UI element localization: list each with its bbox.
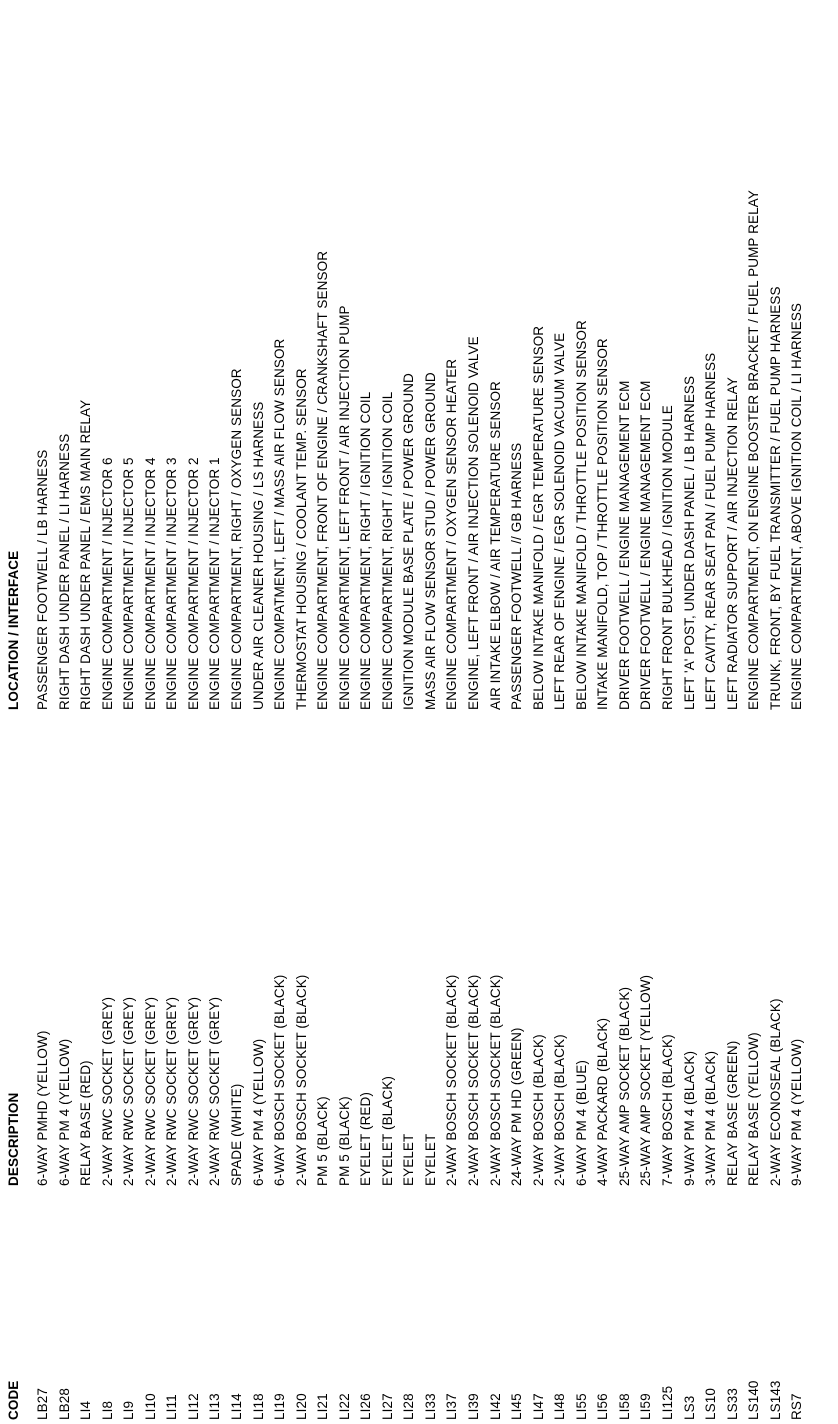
table-row xyxy=(658,0,678,1424)
description-cell: 2-WAY RWC SOCKET (GREY) xyxy=(142,996,158,1186)
location-cell: RIGHT DASH UNDER PANEL / LI HARNESS xyxy=(56,433,72,710)
code-cell: LI55 xyxy=(573,1393,589,1420)
code-cell: LI10 xyxy=(142,1393,158,1420)
description-cell: 6-WAY PM 4 (YELLOW) xyxy=(56,1038,72,1186)
code-cell: LI47 xyxy=(530,1393,546,1420)
table-row xyxy=(550,0,570,1424)
location-cell: ENGINE COMPARTMENT, RIGHT / IGNITION COIL xyxy=(358,391,374,710)
description-cell: EYELET xyxy=(401,1133,417,1186)
description-cell: 2-WAY BOSCH (BLACK) xyxy=(530,1034,546,1186)
location-cell: ENGINE COMPARTMENT, ABOVE IGNITION COIL / LI HARNESS xyxy=(789,302,805,710)
code-cell: LI21 xyxy=(315,1393,331,1420)
code-cell: LI11 xyxy=(164,1394,180,1420)
location-cell: PASSENGER FOOTWELL // GB HARNESS xyxy=(509,442,525,710)
code-cell: LI45 xyxy=(509,1393,525,1420)
code-cell: LI22 xyxy=(336,1393,352,1420)
table-row xyxy=(723,0,743,1424)
description-cell: 6-WAY PMHD (YELLOW) xyxy=(35,1030,50,1186)
location-cell: LEFT CAVITY, REAR SEAT PAN / FUEL PUMP HARNESS xyxy=(703,352,719,710)
description-cell: 25-WAY AMP SOCKET (BLACK) xyxy=(616,986,632,1186)
table-row xyxy=(119,0,139,1424)
code-cell: LI8 xyxy=(99,1400,115,1420)
location-cell: TRUNK, FRONT, BY FUEL TRANSMITTER / FUEL PUMP HARNESS xyxy=(767,286,783,710)
code-cell: LI13 xyxy=(207,1393,223,1420)
description-cell: 2-WAY RWC SOCKET (GREY) xyxy=(185,996,201,1186)
description-cell: 2-WAY ECONOSEAL (BLACK) xyxy=(767,998,783,1186)
description-cell: 2-WAY RWC SOCKET (GREY) xyxy=(164,996,180,1186)
table-row xyxy=(162,0,182,1424)
description-cell: 3-WAY PM 4 (BLACK) xyxy=(703,1050,719,1186)
code-cell: LI39 xyxy=(466,1393,481,1420)
code-cell: LI14 xyxy=(228,1393,244,1420)
table-row xyxy=(313,0,333,1424)
description-cell: 25-WAY AMP SOCKET (YELLOW) xyxy=(638,974,654,1186)
location-cell: ENGINE COMPARTMENT, LEFT FRONT / AIR INJECTION PUMP xyxy=(336,305,352,710)
description-cell: 2-WAY BOSCH SOCKET (BLACK) xyxy=(487,974,503,1186)
table-row xyxy=(615,0,635,1424)
location-cell: ENGINE, LEFT FRONT / AIR INJECTION SOLENOID VALVE xyxy=(466,336,481,710)
table-row xyxy=(572,0,592,1424)
location-cell: DRIVER FOOTWELL / ENGINE MANAGEMENT ECM xyxy=(616,380,632,710)
location-cell: ENGINE COMPARTMENT / INJECTOR 6 xyxy=(99,457,115,710)
table-row xyxy=(141,0,161,1424)
description-cell: EYELET xyxy=(422,1133,438,1186)
description-cell: 2-WAY BOSCH (BLACK) xyxy=(552,1034,568,1186)
location-cell: ENGINE COMPARTMENT, RIGHT / IGNITION COIL xyxy=(379,391,395,710)
location-cell: DRIVER FOOTWELL / ENGINE MANAGEMENT ECM xyxy=(638,380,654,710)
location-cell: IGNITION MODULE BASE PLATE / POWER GROUND xyxy=(401,373,417,710)
code-cell: LI20 xyxy=(293,1393,309,1420)
table-row xyxy=(507,0,527,1424)
table-row xyxy=(636,0,656,1424)
location-cell: RIGHT FRONT BULKHEAD / IGNITION MODULE xyxy=(659,405,675,710)
description-cell: 9-WAY PM 4 (YELLOW) xyxy=(789,1038,805,1186)
table-row xyxy=(766,0,786,1424)
code-cell: LI56 xyxy=(595,1393,611,1420)
description-cell: RELAY BASE (GREEN) xyxy=(724,1040,740,1186)
table-row xyxy=(184,0,204,1424)
description-cell: PM 5 (BLACK) xyxy=(336,1096,352,1186)
code-cell: LI58 xyxy=(616,1393,632,1420)
location-cell: BELOW INTAKE MANIFOLD / EGR TEMPERATURE SENSOR xyxy=(530,325,546,710)
table-row xyxy=(205,0,225,1424)
description-cell: 7-WAY BOSCH (BLACK) xyxy=(659,1034,675,1186)
code-cell: LI4 xyxy=(78,1400,94,1420)
code-cell: LS3 xyxy=(681,1395,697,1420)
header-location: LOCATION / INTERFACE xyxy=(6,550,21,710)
description-cell: SPADE (WHITE) xyxy=(228,1083,244,1186)
table-row xyxy=(464,0,484,1424)
location-cell: LEFT REAR OF ENGINE / EGR SOLENOID VACUUM VALVE xyxy=(552,332,568,710)
code-cell: LI33 xyxy=(422,1393,438,1420)
table-row xyxy=(399,0,419,1424)
table-row xyxy=(335,0,355,1424)
description-cell: 2-WAY BOSCH SOCKET (BLACK) xyxy=(444,974,460,1186)
table-row xyxy=(33,0,53,1424)
table-row xyxy=(680,0,700,1424)
location-cell: RIGHT DASH UNDER PANEL / EMS MAIN RELAY xyxy=(78,399,94,710)
code-cell: LS143 xyxy=(767,1380,783,1420)
code-cell: LI28 xyxy=(401,1393,417,1420)
location-cell: THERMOSTAT HOUSING / COOLANT TEMP. SENSOR xyxy=(293,368,309,710)
code-cell: LI42 xyxy=(487,1393,503,1420)
table-row xyxy=(701,0,721,1424)
code-cell: LI48 xyxy=(552,1393,568,1420)
location-cell: UNDER AIR CLEANER HOUSING / LS HARNESS xyxy=(250,401,266,710)
description-cell: PM 5 (BLACK) xyxy=(315,1096,331,1186)
description-cell: RELAY BASE (RED) xyxy=(78,1060,94,1186)
description-cell: 6-WAY PM 4 (BLUE) xyxy=(573,1060,589,1186)
location-cell: ENGINE COMPARTMENT / INJECTOR 4 xyxy=(142,457,158,710)
location-cell: ENGINE COMPARTMENT / OXYGEN SENSOR HEATER xyxy=(444,358,460,710)
table-row xyxy=(421,0,441,1424)
table-row xyxy=(529,0,549,1424)
code-cell: LI12 xyxy=(185,1393,201,1420)
code-cell: LI18 xyxy=(250,1393,266,1420)
table-row xyxy=(292,0,312,1424)
code-cell: LI27 xyxy=(379,1393,395,1420)
description-cell: 9-WAY PM 4 (BLACK) xyxy=(681,1050,697,1186)
code-cell: LI37 xyxy=(444,1393,460,1420)
code-cell: LI125 xyxy=(659,1385,675,1420)
description-cell: EYELET (RED) xyxy=(358,1092,374,1186)
description-cell: EYELET (BLACK) xyxy=(379,1076,395,1186)
location-cell: ENGINE COMPARTMENT, RIGHT / OXYGEN SENSOR xyxy=(228,368,244,710)
table-row xyxy=(270,0,290,1424)
location-cell: MASS AIR FLOW SENSOR STUD / POWER GROUND xyxy=(422,372,438,710)
location-cell: AIR INTAKE ELBOW / AIR TEMPERATURE SENSOR xyxy=(487,381,503,710)
table-row xyxy=(55,0,75,1424)
code-cell: LS10 xyxy=(703,1388,719,1420)
code-cell: LB28 xyxy=(56,1388,72,1420)
location-cell: ENGINE COMPARTMENT / INJECTOR 3 xyxy=(164,457,180,710)
code-cell: LI19 xyxy=(272,1393,288,1420)
description-cell: 4-WAY PACKARD (BLACK) xyxy=(595,1017,611,1186)
table-row xyxy=(787,0,807,1424)
description-cell: 24-WAY PM HD (GREEN) xyxy=(509,1027,525,1186)
table-row xyxy=(442,0,462,1424)
code-cell: RS7 xyxy=(789,1393,805,1420)
description-cell: RELAY BASE (YELLOW) xyxy=(746,1032,762,1186)
table-header xyxy=(4,0,24,1424)
table-row xyxy=(76,0,96,1424)
code-cell: LI26 xyxy=(358,1393,374,1420)
location-cell: PASSENGER FOOTWELL / LB HARNESS xyxy=(35,449,50,710)
location-cell: LEFT 'A' POST, UNDER DASH PANEL / LB HARNESS xyxy=(681,375,697,710)
description-cell: 2-WAY RWC SOCKET (GREY) xyxy=(207,996,223,1186)
location-cell: LEFT RADIATOR SUPPORT / AIR INJECTION RELAY xyxy=(724,377,740,710)
code-cell: LS33 xyxy=(724,1388,740,1420)
table-row xyxy=(378,0,398,1424)
code-cell: LI59 xyxy=(638,1393,654,1420)
location-cell: ENGINE COMPARTMENT / INJECTOR 2 xyxy=(185,457,201,710)
code-cell: LB27 xyxy=(35,1388,50,1420)
location-cell: ENGINE COMPARTMENT, ON ENGINE BOOSTER BRACKET / FUEL PUMP RELAY xyxy=(746,190,762,710)
table-row xyxy=(744,0,764,1424)
table-row xyxy=(249,0,269,1424)
code-cell: LS140 xyxy=(746,1380,762,1420)
header-code: CODE xyxy=(6,1380,21,1420)
description-cell: 2-WAY RWC SOCKET (GREY) xyxy=(121,996,137,1186)
location-cell: ENGINE COMPARTMENT, FRONT OF ENGINE / CRANKSHAFT SENSOR xyxy=(315,250,331,710)
location-cell: INTAKE MANIFOLD, TOP / THROTTLE POSITION SENSOR xyxy=(595,338,611,710)
location-cell: BELOW INTAKE MANIFOLD / THROTTLE POSITION SENSOR xyxy=(573,320,589,710)
location-cell: ENGINE COMPATMENT, LEFT / MASS AIR FLOW SENSOR xyxy=(272,338,288,710)
description-cell: 6-WAY BOSCH SOCKET (BLACK) xyxy=(272,974,288,1186)
table-row xyxy=(227,0,247,1424)
description-cell: 2-WAY RWC SOCKET (GREY) xyxy=(99,996,115,1186)
code-cell: LI9 xyxy=(121,1400,137,1420)
table-row xyxy=(98,0,118,1424)
table-row xyxy=(356,0,376,1424)
location-cell: ENGINE COMPARTMENT / INJECTOR 5 xyxy=(121,457,137,710)
location-cell: ENGINE COMPARTMENT / INJECTOR 1 xyxy=(207,457,223,710)
table-row xyxy=(486,0,506,1424)
description-cell: 2-WAY BOSCH SOCKET (BLACK) xyxy=(293,974,309,1186)
table-row xyxy=(593,0,613,1424)
description-cell: 2-WAY BOSCH SOCKET (BLACK) xyxy=(466,974,481,1186)
description-cell: 6-WAY PM 4 (YELLOW) xyxy=(250,1038,266,1186)
header-description: DESCRIPTION xyxy=(6,1092,21,1186)
